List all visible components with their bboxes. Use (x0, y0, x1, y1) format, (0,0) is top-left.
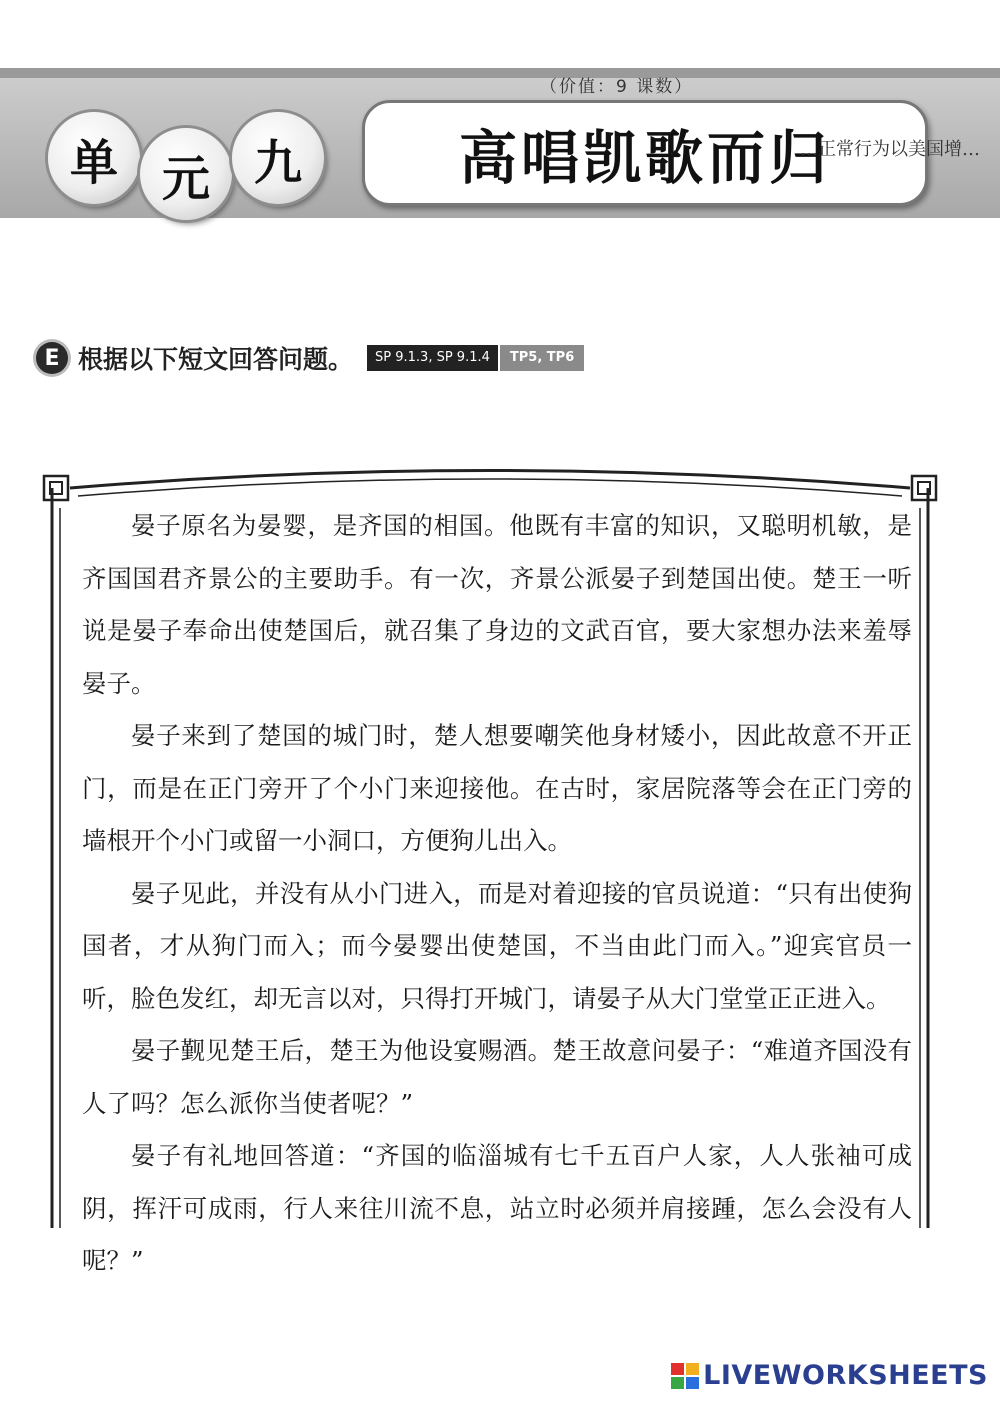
liveworksheets-logo-icon (671, 1363, 699, 1389)
banner-fragment: …正常行为以美国增… (800, 139, 980, 160)
tp-tag: TP5, TP6 (500, 345, 584, 371)
unit-char-1: 单 (48, 112, 140, 204)
liveworksheets-text: LIVEWORKSHEETS (703, 1360, 988, 1391)
passage-paragraph-4: 晏子觐见楚王后，楚王为他设宴赐酒。楚王故意问晏子：“难道齐国没有人了吗？怎么派你当使者呢？” (82, 1036, 912, 1118)
passage-paragraph-2: 晏子来到了楚国的城门时，楚人想要嘲笑他身材矮小，因此故意不开正门，而是在正门旁开了个小门来迎接他。在古时，家居院落等会在正门旁的墙根开个小门或留一小洞口，方便狗儿出入。 (82, 721, 912, 855)
unit-title: 高唱凯歌而归 (458, 124, 831, 192)
passage-paragraph-1: 晏子原名为晏婴，是齐国的相国。他既有丰富的知识，又聪明机敏，是齐国国君齐景公的主要助手。有一次，齐景公派晏子到楚国出使。楚王一听说是晏子奉命出使楚国后，就召集了身边的文武百官，要大家想办法来羞辱晏子。 (82, 511, 912, 698)
passage-text (82, 500, 912, 1288)
value-note: （价值：9 课数） (540, 77, 694, 97)
exercise-badge: E (36, 342, 68, 374)
unit-char-2: 元 (140, 128, 232, 220)
unit-char-3: 九 (232, 112, 324, 204)
exercise-instruction: 根据以下短文回答问题。 (78, 345, 354, 374)
banner-top-strip (0, 68, 1000, 78)
sp-tag: SP 9.1.3, SP 9.1.4 (367, 345, 498, 371)
exercise-heading (36, 338, 584, 378)
liveworksheets-watermark (671, 1360, 988, 1391)
passage-paragraph-5: 晏子有礼地回答道：“齐国的临淄城有七千五百户人家，人人张袖可成阴，挥汗可成雨，行人来往川流不息，站立时必须并肩接踵，怎么会没有人呢？” (82, 1141, 912, 1275)
passage-paragraph-3: 晏子见此，并没有从小门进入，而是对着迎接的官员说道：“只有出使狗国者，才从狗门而入；而今晏婴出使楚国，不当由此门而入。”迎宾官员一听，脸色发红，却无言以对，只得打开城门，请晏子从大门堂堂正正进入。 (82, 878, 912, 1013)
